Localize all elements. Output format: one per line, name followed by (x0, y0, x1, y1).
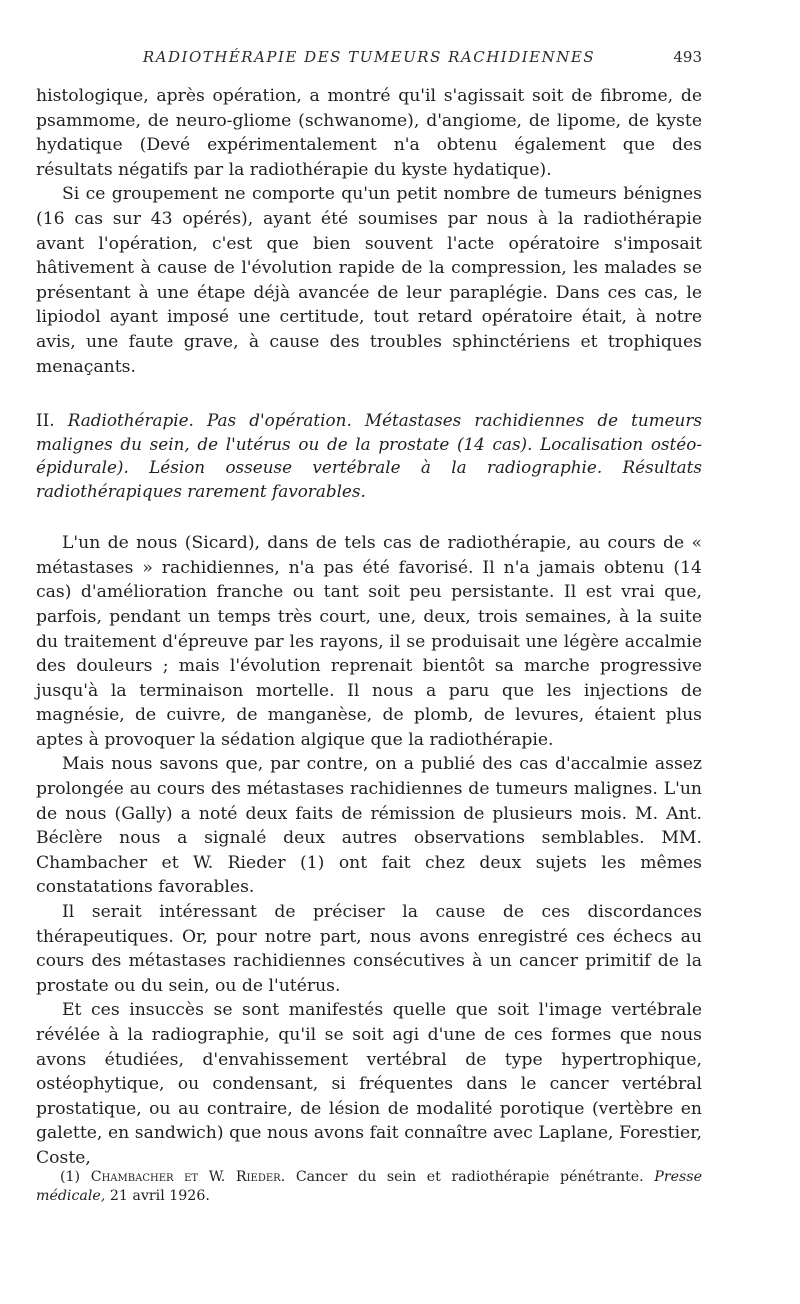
footnote-journal: Presse médicale, (36, 1169, 702, 1204)
footnote (36, 1168, 702, 1206)
footnote-text: Cancer du sein et radiothérapie pénétrante. (295, 1169, 644, 1185)
footnote-authors: Chambacher et W. Rieder. (90, 1169, 286, 1185)
footnote-date: 21 avril 1926. (109, 1188, 210, 1204)
paragraph-continuation: histologique, après opération, a montré qu'il s'agissait soit de fibrome, de psammome, de neuro-gliome (schwanome), d'angiome, de lipome, de kyste hydatique (Devé expérimentalement n'a obtenu également que des résultats négatifs par la radiothérapie du kyste hydatique). (36, 86, 702, 180)
paragraph: L'un de nous (Sicard), dans de tels cas de radiothérapie, au cours de « métastases » rachidiennes, n'a pas été favorisé. Il n'a jamais obtenu (14 cas) d'amélioration franche ou tant soit peu persistante. Il est vrai que, parfois, pendant un temps très court, une, deux, trois semaines, à la suite du traitement d'épreuve par les rayons, il se produisait une légère accalmie des douleurs ; mais l'évolution reprenait bientôt sa marche progressive jusqu'à la terminaison mortelle. Il nous a paru que les injections de magnésie, de cuivre, de manganèse, de plomb, de levures, étaient plus aptes à provoquer la sédation algique que la radiothérapie. (36, 533, 702, 750)
page-number: 493 (673, 48, 702, 66)
body-text (36, 84, 702, 1171)
section-heading (36, 409, 702, 503)
section-title: Radiothérapie. Pas d'opération. Métastases rachidiennes de tumeurs malignes du sein, de l'utérus ou de la prostate (14 cas). Localisation ostéo-épidurale). Lésion osseuse vertébrale à la radiographie. Résultats radiothérapiques rarement favorables. (36, 410, 702, 501)
paragraph: Si ce groupement ne comporte qu'un petit nombre de tumeurs bénignes (16 cas sur 43 opérés), ayant été soumises par nous à la radiothérapie avant l'opération, c'est que bien souvent l'acte opératoire s'imposait hâtivement à cause de l'évolution rapide de la compression, les malades se présentant à une étape déjà avancée de leur paraplégie. Dans ces cas, le lipiodol ayant imposé une certitude, tout retard opératoire était, à notre avis, une faute grave, à cause des troubles sphinctériens et trophiques menaçants. (36, 184, 702, 377)
footnote-marker: (1) (60, 1169, 81, 1185)
running-title: RADIOTHÉRAPIE DES TUMEURS RACHIDIENNES (142, 48, 596, 66)
section-number: II. (36, 410, 55, 431)
paragraph: Mais nous savons que, par contre, on a publié des cas d'accalmie assez prolongée au cours des métastases rachidiennes de tumeurs malignes. L'un de nous (Gally) a noté deux faits de rémission de plusieurs mois. M. Ant. Béclère nous a signalé deux autres observations semblables. MM. Chambacher et W. Rieder (1) ont fait chez deux sujets les mêmes constatations favorables. (36, 754, 702, 898)
running-header (36, 48, 702, 72)
paragraph: Et ces insuccès se sont manifestés quelle que soit l'image vertébrale révélée à la radiographie, qu'il se soit agi d'une de ces formes que nous avons étudiées, d'envahissement vertébral de type hypertrophique, ostéophytique, ou condensant, si fréquentes dans le cancer vertébral prostatique, ou au contraire, de lésion de modalité porotique (vertèbre en galette, en sandwich) que nous avons fait connaître avec Laplane, Forestier, Coste, (36, 1000, 702, 1168)
document-page (36, 0, 702, 1304)
paragraph: Il serait intéressant de préciser la cause de ces discordances thérapeutiques. Or, pour notre part, nous avons enregistré ces échecs au cours des métastases rachidiennes consécutives à un cancer primitif de la prostate ou du sein, ou de l'utérus. (36, 902, 702, 996)
